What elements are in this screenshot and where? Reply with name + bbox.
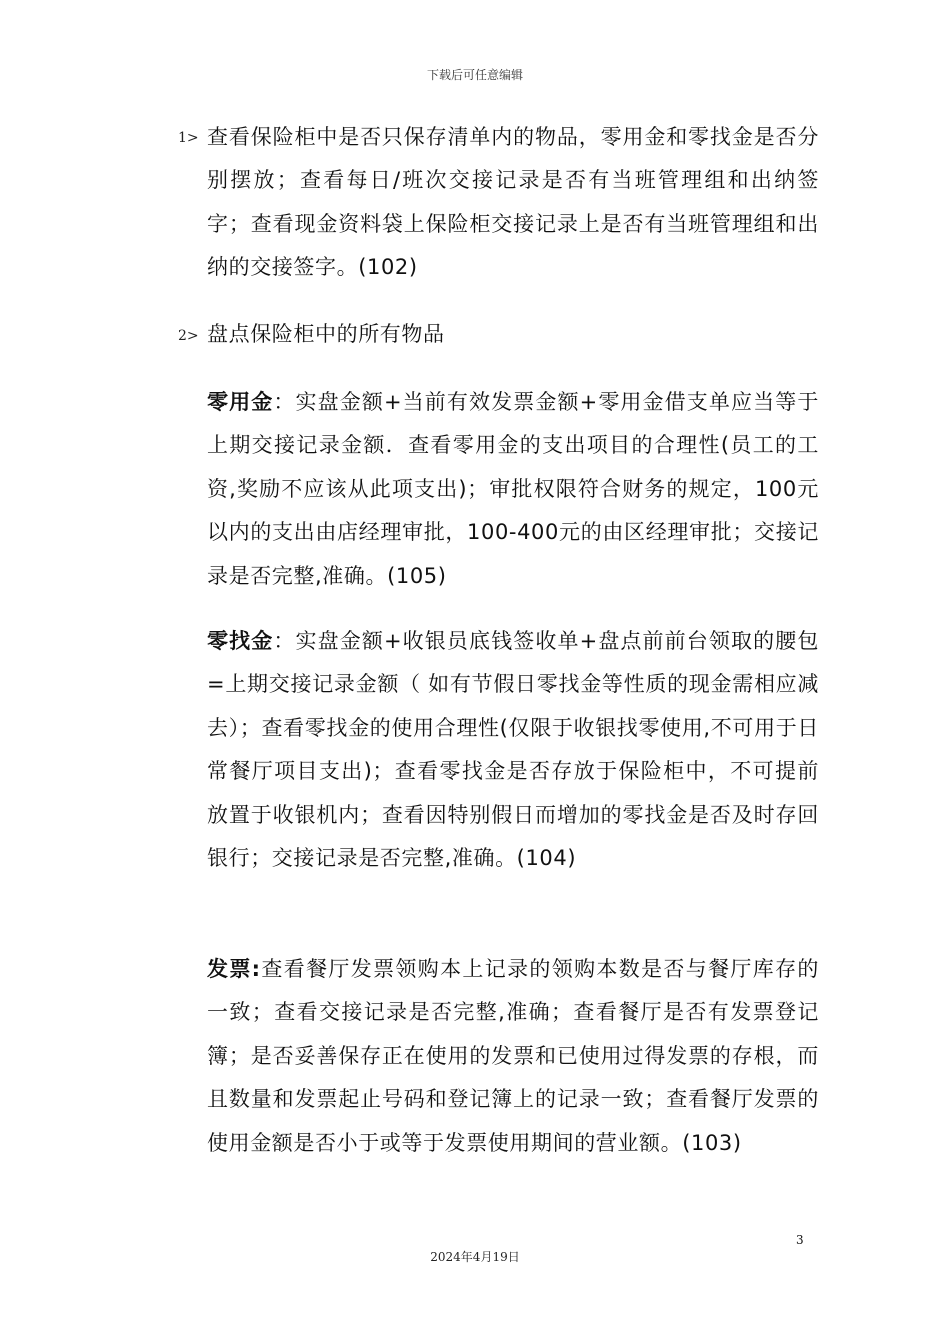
list-marker: 1> [178, 130, 199, 146]
section-label: 零用金 [207, 390, 274, 414]
section-change-fund [207, 620, 819, 880]
section-petty-cash [207, 381, 819, 598]
section-label: 零找金 [207, 629, 274, 653]
list-item-text: 盘点保险柜中的所有物品 [207, 322, 445, 346]
section-text: ：实盘金额+收银员底钱签收单+盘点前前台领取的腰包=上期交接记录金额（ 如有节假日零找金等性质的现金需相应减去）；查看零找金的使用合理性(仅限于收银找零使用,不可用于日常餐厅项目支出)；查看零找金是否存放于保险柜中，不可提前放置于收银机内；查看因特别假日而增加的零找金是否及时存回银行；交接记录是否完整,准确。(104) [207, 629, 819, 871]
page-number: 3 [796, 1233, 804, 1247]
list-item-text: 查看保险柜中是否只保存清单内的物品，零用金和零找金是否分别摆放；查看每日/班次交接记录是否有当班管理组和出纳签字；查看现金资料袋上保险柜交接记录上是否有当班管理组和出纳的交接签字。(102) [207, 125, 819, 280]
list-marker: 2> [178, 328, 199, 344]
section-label: 发票: [207, 957, 261, 981]
page-header: 下载后可任意编辑 [426, 68, 523, 82]
section-text: 查看餐厅发票领购本上记录的领购本数是否与餐厅库存的一致；查看交接记录是否完整,准确；查看餐厅是否有发票登记簿；是否妥善保存正在使用的发票和已使用过得发票的存根，而且数量和发票起止号码和登记簿上的记录一致；查看餐厅发票的使用金额是否小于或等于发票使用期间的营业额。(103) [207, 957, 819, 1155]
page-footer-date: 2024年4月19日 [430, 1250, 520, 1264]
section-invoice [207, 948, 819, 1165]
section-text: ：实盘金额+当前有效发票金额+零用金借支单应当等于上期交接记录金额．查看零用金的支出项目的合理性(员工的工资,奖励不应该从此项支出)；审批权限符合财务的规定，100元以内的支出由店经理审批，100-400元的由区经理审批；交接记录是否完整,准确。(105) [207, 390, 819, 588]
